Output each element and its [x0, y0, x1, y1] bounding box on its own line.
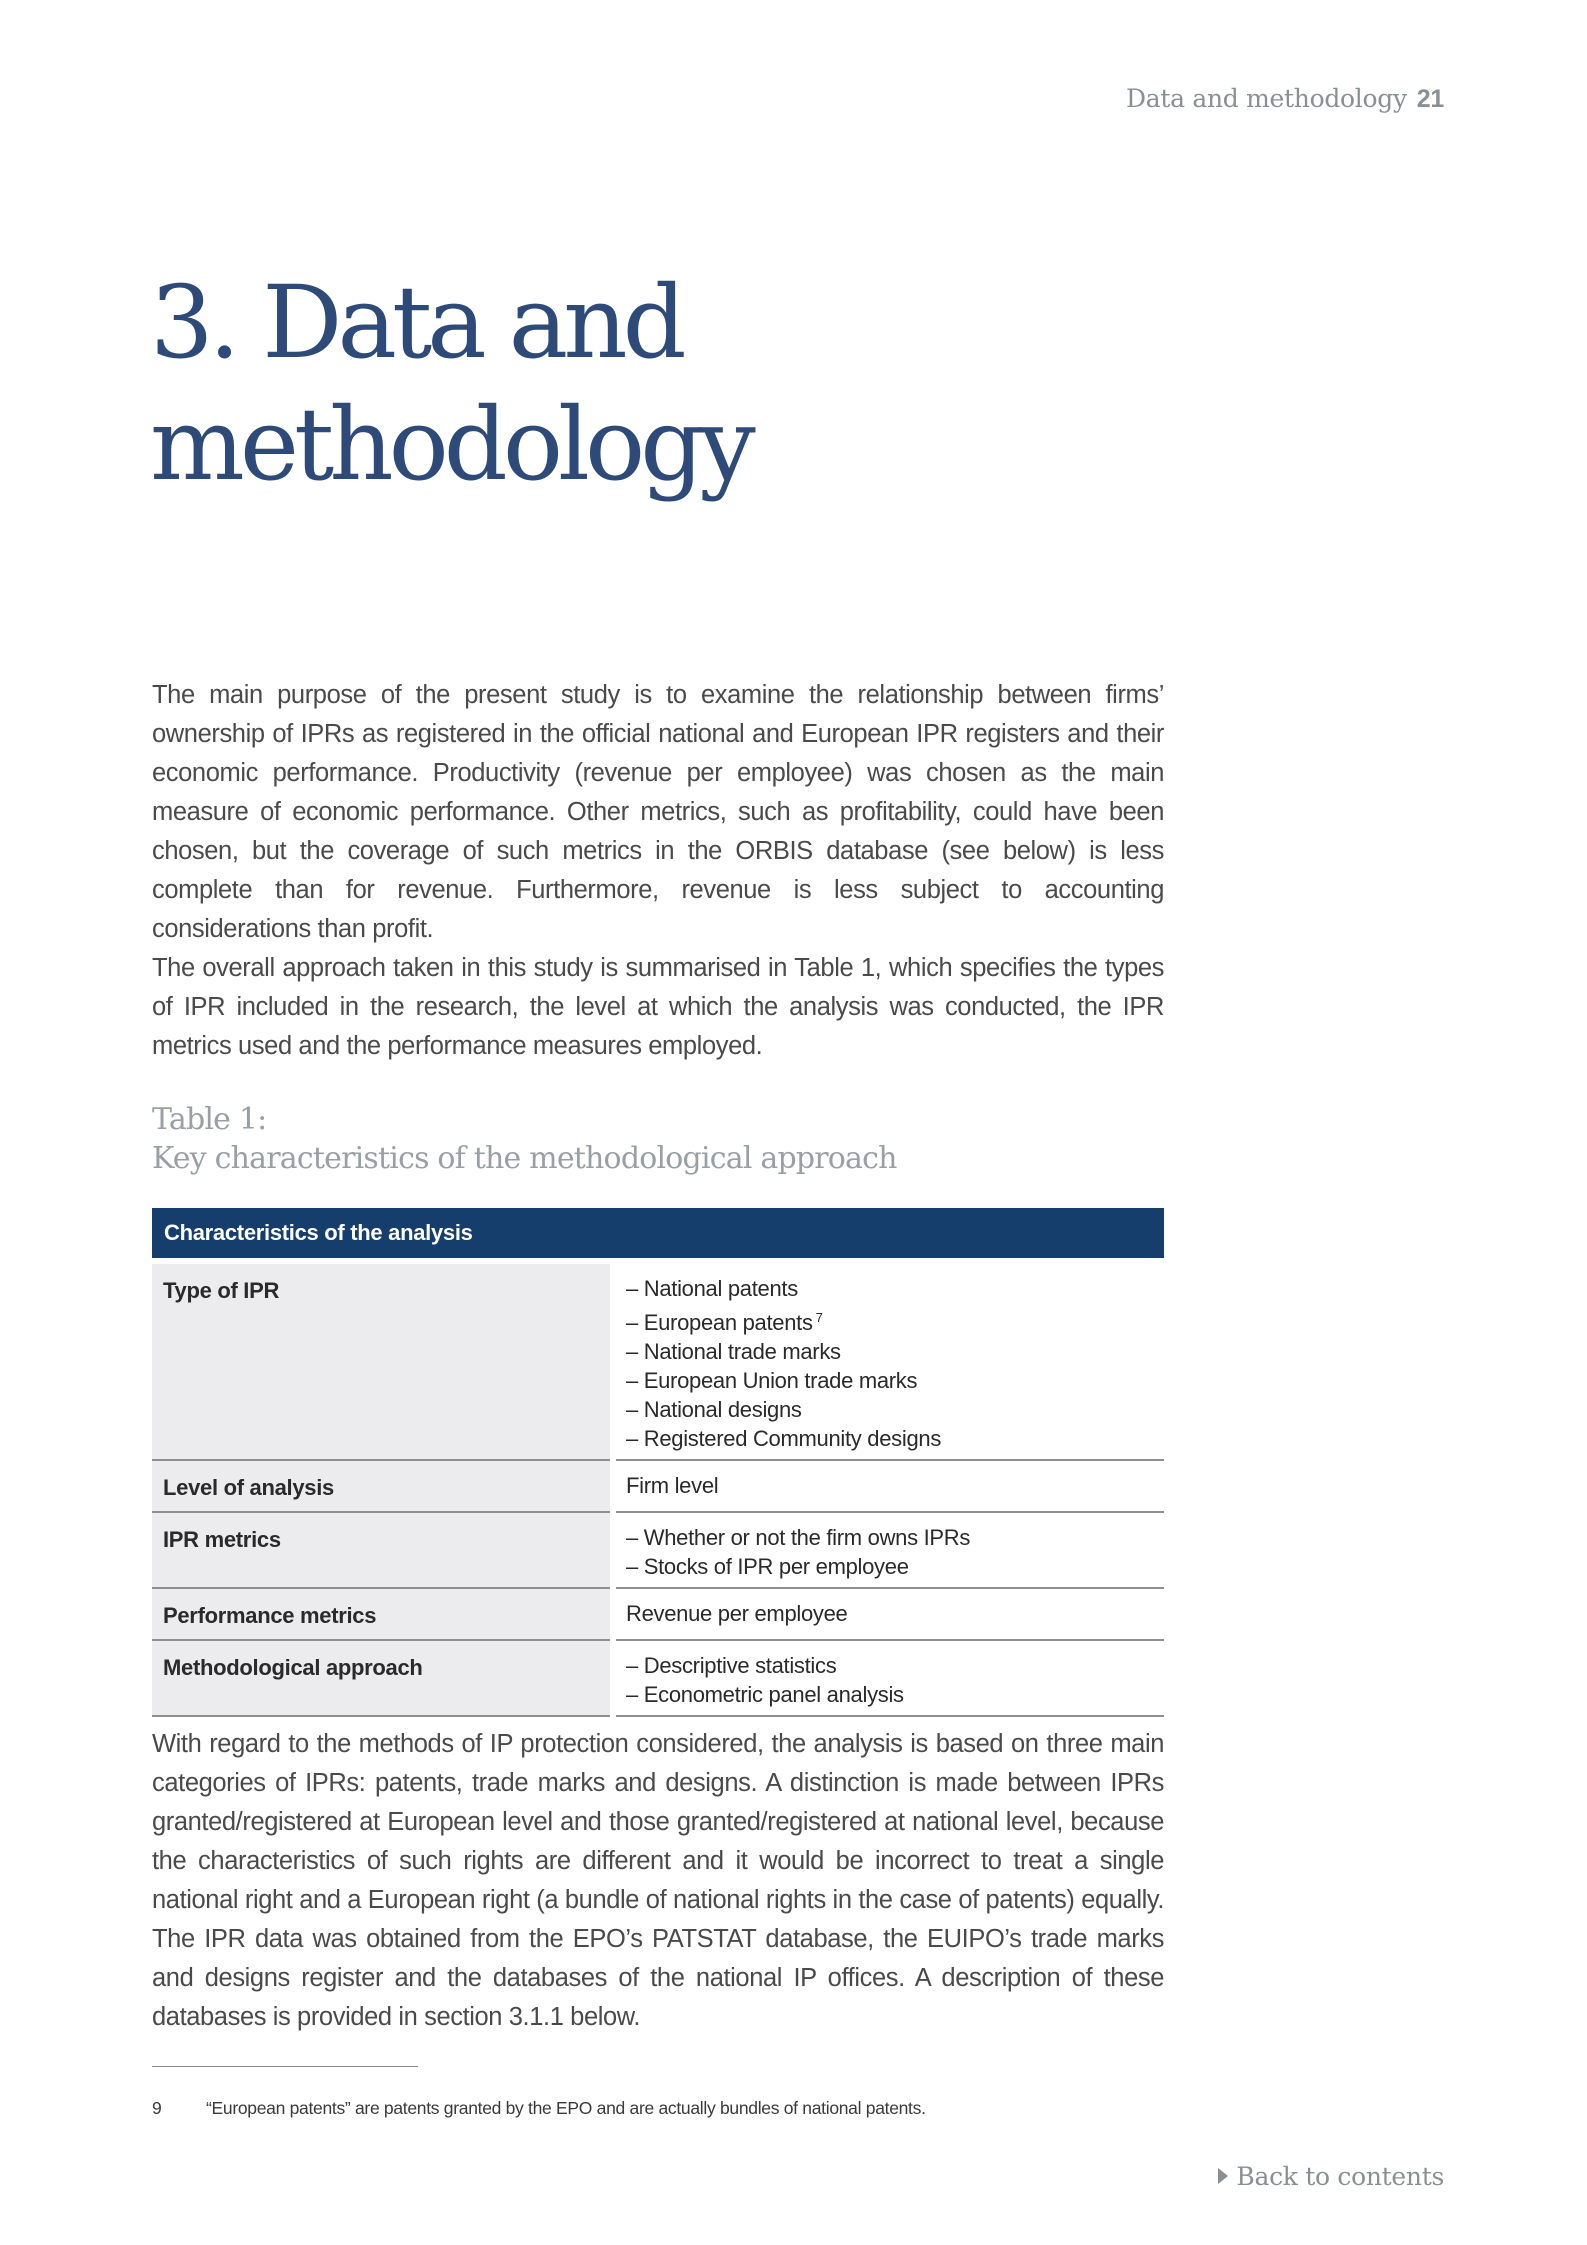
running-header: [1126, 84, 1444, 114]
row-value: [613, 1640, 1164, 1716]
list-item: – Stocks of IPR per employee: [626, 1554, 909, 1579]
footnote: [152, 2098, 926, 2119]
footnote-divider: [152, 2066, 418, 2067]
intro-paragraph: The main purpose of the present study is to examine the relationship between firms’ ownership of IPRs as registered in the official national and European IPR registers and their economic performance. Productivity (revenue per employee) was chosen as the main measure of economic performance. Other metrics, such as profitability, could have been chosen, but the coverage of such metrics in the ORBIS database (see below) is less complete than for revenue. Furthermore, revenue is less subject to accounting considerations than profit.: [152, 681, 1164, 943]
row-value: [613, 1460, 1164, 1512]
list-item: – Whether or not the firm owns IPRs: [626, 1525, 971, 1550]
table-caption-title: Key characteristics of the methodological approach: [152, 1141, 897, 1176]
list-item: – National patents: [626, 1276, 798, 1301]
list-item: – European Union trade marks: [626, 1368, 918, 1393]
row-label: Level of analysis: [152, 1460, 613, 1512]
list-item: – National trade marks: [626, 1339, 841, 1364]
table-caption-number: Table 1:: [152, 1102, 267, 1137]
table-row: [152, 1460, 1164, 1512]
table-row: [152, 1640, 1164, 1716]
table-header: Characteristics of the analysis: [152, 1208, 1164, 1258]
row-label: Methodological approach: [152, 1640, 613, 1716]
row-value: [613, 1264, 1164, 1460]
table-row: [152, 1512, 1164, 1588]
row-value: [613, 1588, 1164, 1640]
row-value: [613, 1512, 1164, 1588]
list-item: Firm level: [626, 1473, 719, 1498]
back-to-contents-link[interactable]: [1218, 2162, 1444, 2191]
table-caption: [152, 1100, 897, 1178]
footnote-number: 9: [152, 2098, 162, 2118]
list-item: – National designs: [626, 1397, 802, 1422]
row-label: IPR metrics: [152, 1512, 613, 1588]
list-item: – Econometric panel analysis: [626, 1682, 904, 1707]
running-title: Data and methodology: [1126, 84, 1407, 113]
table-row: [152, 1588, 1164, 1640]
list-item: – European patents $^7$: [626, 1310, 823, 1335]
list-item: – Descriptive statistics: [626, 1653, 837, 1678]
row-label: Type of IPR: [152, 1264, 613, 1460]
list-item: Revenue per employee: [626, 1601, 848, 1626]
list-item: – Registered Community designs: [626, 1426, 942, 1451]
back-link-label: Back to contents: [1236, 2162, 1444, 2191]
approach-paragraph: The overall approach taken in this study is summarised in Table 1, which specifies the types of IPR included in the research, the level at which the analysis was conducted, the IPR metrics used and the performance measures employed.: [152, 954, 1164, 1060]
footnote-text: “European patents” are patents granted by the EPO and are actually bundles of national patents.: [206, 2098, 926, 2118]
methodology-table: [152, 1208, 1164, 1717]
triangle-right-icon: [1218, 2168, 1228, 2184]
table-row: [152, 1264, 1164, 1460]
chapter-title: [150, 262, 1050, 506]
ip-protection-paragraph: With regard to the methods of IP protection considered, the analysis is based on three main categories of IPRs: patents, trade marks and designs. A distinction is made between IPRs granted/registered at European level and those granted/registered at national level, because the characteristics of such rights are different and it would be incorrect to treat a single national right and a European right (a bundle of national rights in the case of patents) equally. The IPR data was obtained from the EPO’s PATSTAT database, the EUIPO’s trade marks and designs register and the databases of the national IP offices. A description of these databases is provided in section 3.1.1 below.: [152, 1730, 1164, 2031]
chapter-title-line-1: 3. Data and: [150, 264, 682, 381]
row-label: Performance metrics: [152, 1588, 613, 1640]
chapter-title-line-2: methodology: [150, 386, 751, 503]
page-number: 21: [1416, 85, 1444, 113]
footnote-ref: 7: [815, 1310, 823, 1325]
